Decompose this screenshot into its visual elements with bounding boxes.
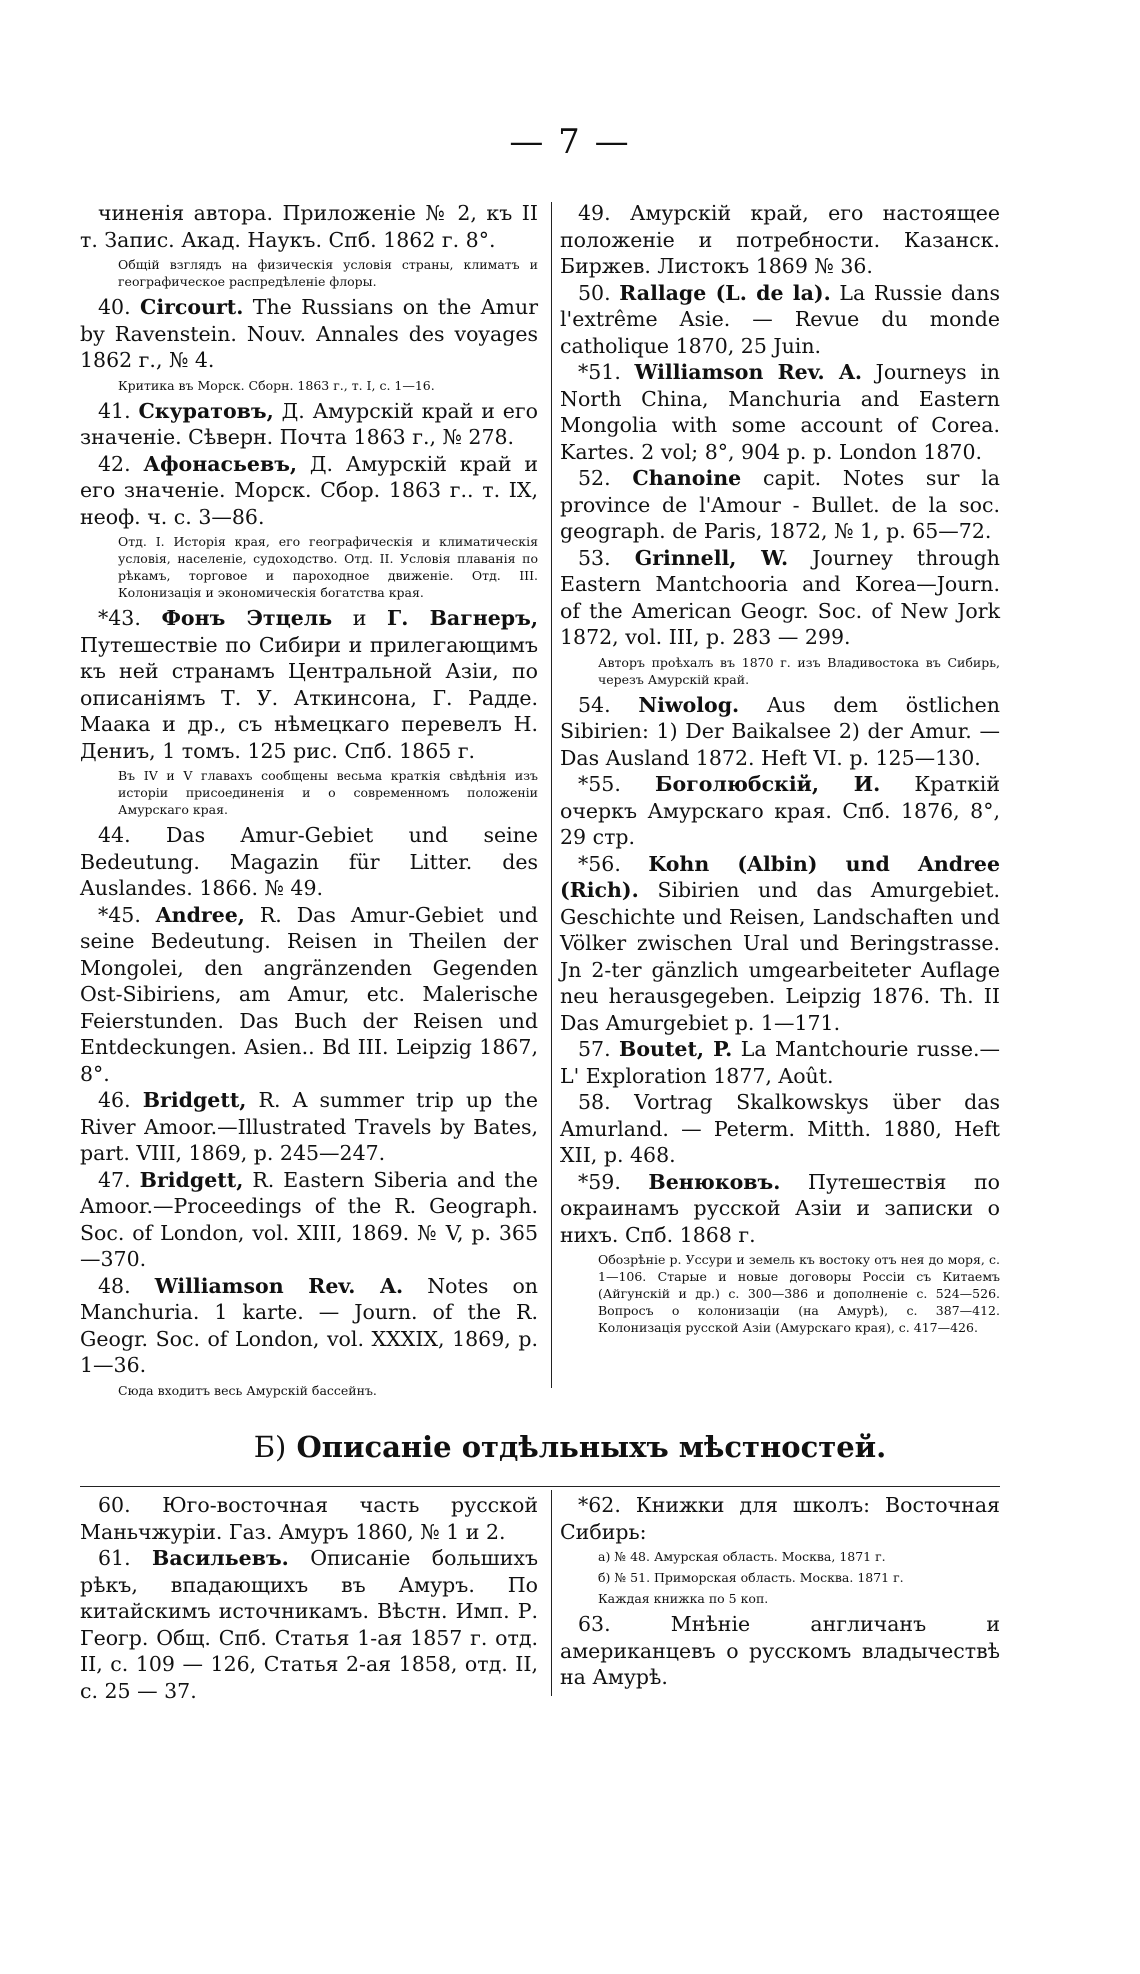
entry-text: R. Eastern Siberia and the Amoor.—Proceedings of the R. Geograph. Soc. of London, vol. XIII, 1869. № V, p. 365—370. bbox=[80, 1167, 538, 1271]
right-column bbox=[560, 200, 1000, 1340]
entry-text: 50. bbox=[578, 280, 620, 305]
bibliography-entry bbox=[80, 1087, 538, 1167]
bibliography-entry bbox=[80, 294, 538, 374]
annotation-note: Сюда входитъ весь Амурскій бассейнъ. bbox=[118, 1382, 377, 1398]
entry-text: и bbox=[332, 606, 388, 630]
section-rule bbox=[80, 1486, 1000, 1487]
bibliography-entry bbox=[80, 1167, 538, 1273]
bibliography-entry bbox=[80, 200, 538, 253]
entry-text: 52. bbox=[578, 466, 633, 490]
section-letter: Б) bbox=[253, 1430, 287, 1464]
section-heading bbox=[0, 1430, 1140, 1464]
entry-text: Описаніе большихъ рѣкъ, впадающихъ въ Амуръ. По китайскимъ источникамъ. Вѣстн. Имп. Р. Геогр. Общ. Спб. Статья 1-ая 1857 г. отд. II, с. 109 — 126, Статья 2-ая 1858, отд. II, с. 25 — 37. bbox=[80, 1546, 538, 1703]
entry-text: *62. Книжки для школъ: Восточная Сибирь: bbox=[560, 1493, 1000, 1544]
bibliography-entry bbox=[560, 359, 1000, 465]
entry-author: Bridgett, bbox=[142, 1088, 247, 1112]
entry-text: 63. Мнѣніе англичанъ и американцевъ о русскомъ владычествѣ на Амурѣ. bbox=[560, 1612, 1000, 1689]
bibliography-entry bbox=[80, 1273, 538, 1379]
entry-text: Краткій очеркъ Амурскаго края. Спб. 1876, 8°, 29 стр. bbox=[560, 772, 1000, 849]
bibliography-entry bbox=[560, 771, 1000, 851]
entry-author: Grinnell, W. bbox=[634, 545, 789, 570]
entry-author: Васильевъ. bbox=[152, 1546, 289, 1570]
bibliography-entry bbox=[560, 1036, 1000, 1089]
entry-text: *51. bbox=[578, 360, 635, 384]
entry-author: Kohn (Albin) und Andree (Rich). bbox=[560, 851, 1000, 902]
page-number: — 7 — bbox=[509, 122, 631, 162]
entry-author: Niwolog. bbox=[638, 692, 740, 717]
annotation-note: Критика въ Морск. Сборн. 1863 г., т. I, с. 1—16. bbox=[118, 377, 435, 393]
entry-text: *56. bbox=[578, 851, 649, 876]
annotation-note: Обозрѣніе р. Уссури и земель къ востоку отъ нея до моря, с. 1—106. Старые и новые договоры Россіи съ Китаемъ (Айгунскій и др.) с. 300—386 и дополненіе с. 524—526. Вопросъ о колонизаціи (на Амурѣ), с. 387—412. Колонизація русской Азіи (Амурскаго края), с. 417—426. bbox=[598, 1252, 1000, 1335]
entry-author: Г. Вагнеръ, bbox=[387, 606, 538, 630]
annotation-note: б) № 51. Приморская область. Москва. 1871 г. bbox=[598, 1570, 904, 1585]
entry-text: 54. bbox=[578, 692, 639, 717]
annotation-note: Отд. I. Исторія края, его географическія и климатическія условія, населеніе, судоходство. Отд. II. Условія плаванія по рѣкамъ, торговое и пароходное движеніе. Отд. III. Колонизація и экономическія богатства края. bbox=[118, 534, 538, 600]
bibliography-entry bbox=[80, 398, 538, 451]
entry-text: La Mantchourie russe.—L' Exploration 1877, Août. bbox=[560, 1037, 1000, 1088]
entry-text: 42. bbox=[98, 451, 144, 476]
entry-text: R. A summer trip up the River Amoor.—Illustrated Travels by Bates, part. VIII, 1869, p. 245—247. bbox=[80, 1088, 538, 1165]
entry-text: 40. bbox=[98, 295, 141, 319]
bibliography-entry bbox=[80, 451, 538, 531]
entry-author: Венюковъ. bbox=[648, 1169, 781, 1194]
entry-text: Sibirien und das Amurgebiet. Geschichte und Reisen, Landschaften und Völker zwischen Ural und Beringstrasse. Jn 2-ter gänzlich umgearbeiteter Auflage neu herausgegeben. Leipzig 1876. Th. II Das Amurgebiet p. 1—171. bbox=[560, 878, 1000, 1035]
bibliography-entry bbox=[80, 822, 538, 902]
bibliography-entry bbox=[560, 545, 1000, 651]
entry-text: 58. Vortrag Skalkowskys über das Amurland. — Peterm. Mitth. 1880, Heft XII, p. 468. bbox=[560, 1090, 1000, 1167]
entry-text: La Russie dans l'extrême Asie. — Revue du monde catholique 1870, 25 Juin. bbox=[560, 280, 1000, 358]
bibliography-entry bbox=[560, 1611, 1000, 1691]
entry-author: Фонъ Этцель bbox=[161, 606, 333, 630]
entry-author: Bridgett, bbox=[139, 1167, 244, 1192]
entry-text: *59. bbox=[578, 1169, 649, 1194]
entry-text: 44. Das Amur-Gebiet und seine Bedeutung. Magazin für Litter. des Auslandes. 1866. № 49. bbox=[80, 823, 538, 900]
entry-text: 60. Юго-восточная часть русской Маньчжуріи. Газ. Амуръ 1860, № 1 и 2. bbox=[80, 1493, 538, 1544]
entry-text: чиненія автора. Приложеніе № 2, къ II т. Запис. Акад. Наукъ. Спб. 1862 г. 8°. bbox=[80, 201, 538, 252]
bottom-left-column bbox=[80, 1492, 538, 1704]
bibliography-entry bbox=[560, 851, 1000, 1037]
bibliography-entry bbox=[560, 1492, 1000, 1545]
bibliography-entry bbox=[80, 1545, 538, 1704]
entry-text: Путешествія по окраинамъ русской Азіи и записки о нихъ. Спб. 1868 г. bbox=[560, 1169, 1000, 1247]
entry-text: R. Das Amur-Gebiet und seine Bedeutung. Reisen in Theilen der Mongolei, den angränzenden Gegenden Ost-Sibiriens, am Amur, etc. Malerische Feierstunden. Das Buch der Reisen und Entdeckungen. Asien.. Bd III. Leipzig 1867, 8°. bbox=[80, 902, 539, 1086]
annotation-note: Каждая книжка по 5 коп. bbox=[598, 1591, 769, 1606]
entry-text: Д. Амурскій край и его значеніе. Морск. Сбор. 1863 г.. т. IX, неоф. ч. с. 3—86. bbox=[80, 451, 538, 529]
annotation-note: а) № 48. Амурская область. Москва, 1871 г. bbox=[598, 1549, 886, 1564]
entry-text: 53. bbox=[578, 545, 635, 570]
entry-text: Journeys in North China, Manchuria and Eastern Mongolia with some account of Corea. Kartes. 2 vol; 8°, 904 p. p. London 1870. bbox=[560, 360, 1001, 464]
entry-author: Афонасьевъ, bbox=[143, 451, 298, 476]
section-title: Описаніе отдѣльныхъ мѣстностей. bbox=[296, 1430, 887, 1464]
bottom-column-divider bbox=[551, 1490, 552, 1696]
entry-author: Williamson Rev. A. bbox=[154, 1273, 404, 1298]
entry-text: 41. bbox=[98, 398, 139, 423]
bibliography-entry bbox=[560, 1089, 1000, 1169]
entry-text: Д. Амурскій край и его значеніе. Сѣверн. Почта 1863 г., № 278. bbox=[80, 398, 538, 449]
bibliography-entry bbox=[80, 1492, 538, 1545]
annotation-note: Общій взглядъ на физическія условія страны, климатъ и географическое распредѣленіе флоры. bbox=[118, 257, 538, 289]
entry-author: Boutet, P. bbox=[619, 1037, 733, 1061]
entry-text: 47. bbox=[98, 1167, 140, 1192]
annotation-note: Въ IV и V главахъ сообщены весьма краткія свѣдѣнія изъ исторіи присоединенія и о современномъ положеніи Амурскаго края. bbox=[118, 768, 538, 817]
entry-text: The Russians on the Amur by Ravenstein. Nouv. Annales des voyages 1862 г., № 4. bbox=[80, 295, 538, 372]
entry-text: capit. Notes sur la province de l'Amour - Bullet. de la soc. geograph. de Paris, 1872, № 1, p. 65—72. bbox=[560, 466, 1000, 543]
entry-text: *45. bbox=[98, 902, 156, 927]
entry-author: Chanoine bbox=[632, 466, 742, 490]
entry-text: Путешествіе по Сибири и прилегающимъ къ ней странамъ Центральной Азіи, по описаніямъ Т. У. Аткинсона, Г. Радде. Маака и др., съ нѣмецкаго перевелъ Н. Дениъ, 1 томъ. 125 рис. Спб. 1865 г. bbox=[80, 632, 538, 763]
bibliography-entry bbox=[80, 902, 538, 1088]
entry-author: Circourt. bbox=[140, 295, 244, 319]
entry-text: *55. bbox=[578, 772, 655, 796]
entry-text: Notes on Manchuria. 1 karte. — Journ. of the R. Geogr. Soc. of London, vol. XXXIX, 1869, p. 1—36. bbox=[80, 1273, 538, 1377]
entry-text: Journey through Eastern Mantchooria and Korea—Journ. of the American Geogr. Soc. of New Jork 1872, vol. III, p. 283 — 299. bbox=[560, 545, 1001, 649]
left-column bbox=[80, 200, 538, 1403]
entry-text: 46. bbox=[98, 1088, 143, 1112]
entry-text: 49. Амурскій край, его настоящее положеніе и потребности. Казанск. Биржев. Листокъ 1869 № 36. bbox=[560, 201, 1000, 278]
entry-author: Andree, bbox=[155, 902, 245, 927]
bottom-right-column bbox=[560, 1492, 1000, 1691]
bibliography-entry bbox=[560, 465, 1000, 545]
column-divider bbox=[551, 202, 552, 1388]
bibliography-entry bbox=[560, 692, 1000, 772]
bibliography-entry bbox=[560, 200, 1000, 280]
entry-text: 61. bbox=[98, 1546, 152, 1570]
entry-text: *43. bbox=[98, 606, 162, 630]
entry-author: Скуратовъ, bbox=[138, 398, 274, 423]
annotation-note: Авторъ проѣхалъ въ 1870 г. изъ Владивостока въ Сибирь, черезъ Амурскій край. bbox=[598, 654, 1000, 687]
bibliography-entry bbox=[560, 1169, 1000, 1249]
entry-author: Rallage (L. de la). bbox=[619, 280, 831, 305]
entry-text: Aus dem östlichen Sibirien: 1) Der Baikalsee 2) der Amur. — Das Ausland 1872. Heft VI. p. 125—130. bbox=[560, 692, 1000, 770]
bibliography-entry bbox=[560, 280, 1000, 360]
entry-author: Williamson Rev. A. bbox=[634, 360, 862, 384]
entry-text: 57. bbox=[578, 1037, 620, 1061]
entry-author: Боголюбскій, И. bbox=[655, 772, 881, 796]
bibliography-entry bbox=[80, 605, 538, 764]
entry-text: 48. bbox=[98, 1273, 155, 1298]
